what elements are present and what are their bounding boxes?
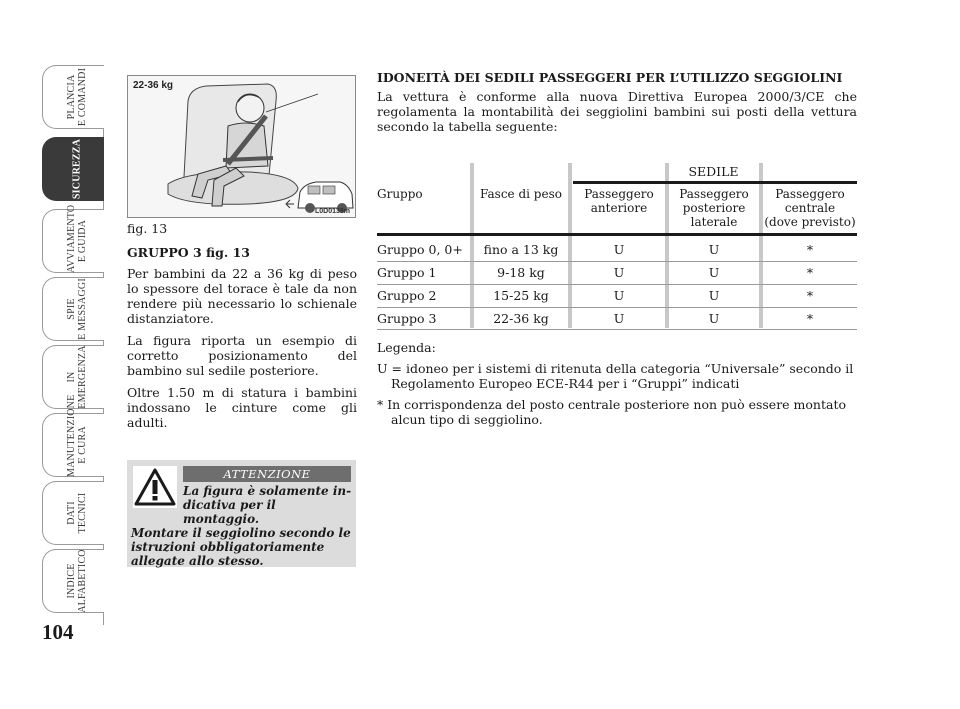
tab-label: IN EMERGENZA xyxy=(66,345,88,409)
legend-title: Legenda: xyxy=(377,340,436,355)
cell-laterale: U xyxy=(708,265,720,280)
cell-anteriore: U xyxy=(613,242,625,257)
cell-gruppo: Gruppo 3 xyxy=(377,311,437,326)
cell-centrale: * xyxy=(806,311,814,326)
cell-anteriore: U xyxy=(613,265,625,280)
cell-centrale: * xyxy=(806,288,814,303)
row-divider xyxy=(377,261,857,262)
cell-gruppo: Gruppo 1 xyxy=(377,265,437,280)
child-in-seat-illustration xyxy=(128,76,356,218)
tab-avviamento-e-guida[interactable] xyxy=(42,204,104,273)
cell-anteriore: U xyxy=(613,311,625,326)
tab-label: PLANCIA E COMANDI xyxy=(66,67,88,127)
column-separator xyxy=(568,163,572,328)
table-header-rule xyxy=(377,233,857,236)
tab-spie-e-messaggi[interactable] xyxy=(42,277,104,341)
cell-gruppo: Gruppo 0, 0+ xyxy=(377,242,463,257)
section-heading: GRUPPO 3 fig. 13 xyxy=(127,245,250,260)
tab-label: INDICE ALFABETICO xyxy=(66,549,88,613)
header-anteriore: Passeggero anteriore xyxy=(584,187,654,215)
cell-gruppo: Gruppo 2 xyxy=(377,288,437,303)
warning-title: ATTENZIONE xyxy=(183,466,351,482)
row-divider xyxy=(377,284,857,285)
row-divider xyxy=(377,329,857,330)
cell-laterale: U xyxy=(708,242,720,257)
cell-laterale: U xyxy=(708,288,720,303)
tab-manutenzione-e-cura[interactable] xyxy=(42,394,104,477)
header-centrale: Passeggero centrale (dove previsto) xyxy=(764,187,856,229)
header-laterale: Passeggero posteriore laterale xyxy=(679,187,749,229)
warning-line: La figura è solamente in- xyxy=(183,484,352,498)
tab-plancia-e-comandi[interactable] xyxy=(42,65,104,129)
cell-peso: fino a 13 kg xyxy=(483,242,559,257)
cell-peso: 9-18 kg xyxy=(497,265,545,280)
cell-centrale: * xyxy=(806,265,814,280)
tab-label: AVVIAMENTO E GUIDA xyxy=(66,204,88,273)
right-column xyxy=(377,70,857,134)
page-number: 104 xyxy=(42,620,74,644)
figure-child-seat-illustration xyxy=(127,75,356,218)
seat-suitability-table xyxy=(377,163,857,333)
row-divider xyxy=(377,307,857,308)
header-sedile: SEDILE xyxy=(688,164,739,179)
cell-anteriore: U xyxy=(613,288,625,303)
tab-label: MANUTENZIONE E CURA xyxy=(66,394,88,477)
tab-label: SPIE E MESSAGGI xyxy=(66,278,88,340)
header-rule xyxy=(573,181,857,184)
cell-centrale: * xyxy=(806,242,814,257)
warning-text xyxy=(131,484,352,568)
header-fasce: Fasce di peso xyxy=(480,187,562,201)
legend-item-star: * In corrispondenza del posto centrale posteriore non può essere montato alcun tipo di seggiolino. xyxy=(377,397,847,427)
figure-caption: fig. 13 xyxy=(127,221,168,236)
figure-code: L0D0139m xyxy=(314,208,350,215)
tab-indice-alfabetico[interactable] xyxy=(42,549,104,613)
figure-weight-tag: 22-36 kg xyxy=(133,80,174,91)
intro-paragraph: La vettura è conforme alla nuova Direttiva Europea 2000/3/CE che regolamenta la montabilità dei seggiolini bambini sui posti della vettura secondo la tabella seguente: xyxy=(377,89,857,134)
warning-box xyxy=(127,460,356,567)
legend xyxy=(377,340,857,433)
tab-label: DATI TECNICI xyxy=(66,492,88,534)
left-column-text xyxy=(127,245,357,437)
cell-peso: 22-36 kg xyxy=(493,311,549,326)
section-heading: IDONEITÀ DEI SEDILI PASSEGGERI PER L’UTILIZZO SEGGIOLINI xyxy=(377,70,843,85)
cell-laterale: U xyxy=(708,311,720,326)
tab-dati-tecnici[interactable] xyxy=(42,481,104,545)
legend-item-u: U = idoneo per i sistemi di ritenuta della categoria “Universale” secondo il Regolamento Europeo ECE-R44 per i “Gruppi” indicati xyxy=(377,361,854,391)
warning-line: Montare il seggiolino secondo le istruzioni obbligatoriamente allegate allo stesso. xyxy=(131,526,351,568)
tab-label: SICUREZZA xyxy=(71,138,83,200)
tab-sicurezza[interactable] xyxy=(42,137,104,201)
column-separator xyxy=(470,163,474,328)
warning-line: dicativa per il montaggio. xyxy=(183,498,276,526)
paragraph: Per bambini da 22 a 36 kg di peso lo spessore del torace è tale da non rendere più necessario lo schienale distanziatore. xyxy=(127,266,357,326)
cell-peso: 15-25 kg xyxy=(493,288,549,303)
paragraph: Oltre 1.50 m di statura i bambini indossano le cinture come gli adulti. xyxy=(127,385,357,430)
header-gruppo: Gruppo xyxy=(377,187,423,201)
paragraph: La figura riporta un esempio di corretto posizionamento del bambino sul sedile posteriore. xyxy=(127,333,357,378)
